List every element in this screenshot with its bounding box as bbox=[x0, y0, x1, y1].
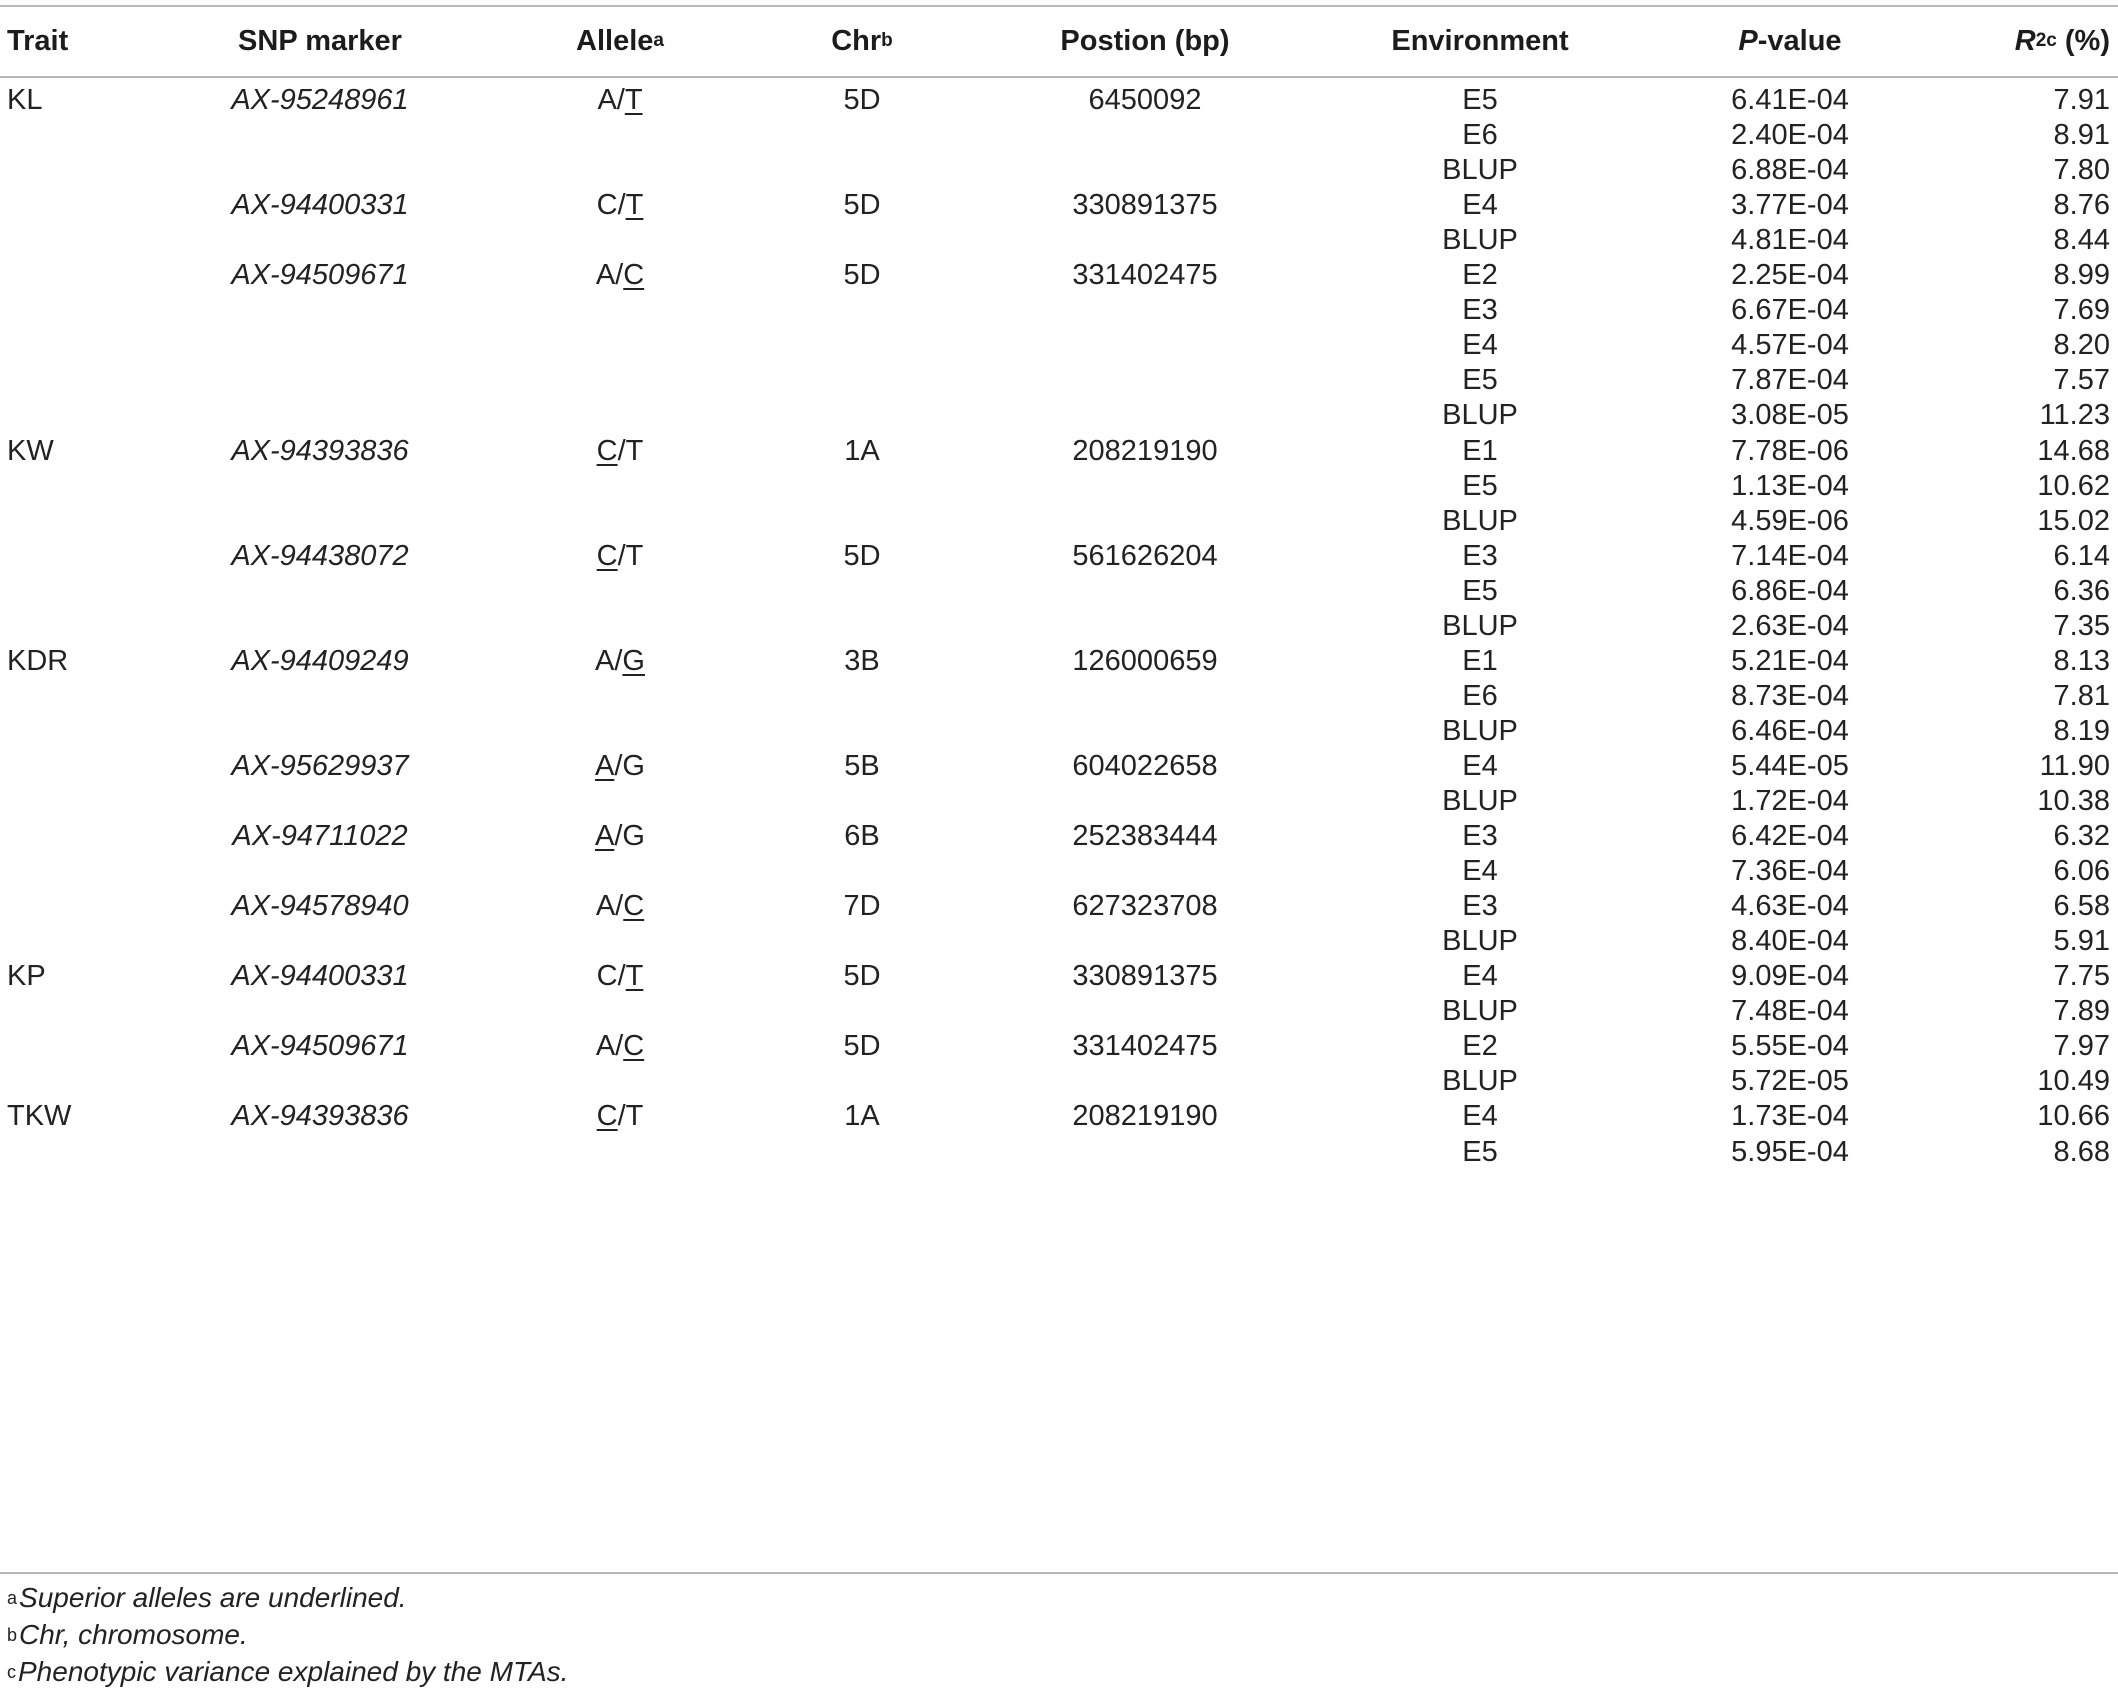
r2-cell: 8.20 bbox=[2053, 329, 2110, 362]
r2-cell: 7.57 bbox=[2053, 364, 2110, 397]
p-value-cell: 9.09E-04 bbox=[1731, 960, 1849, 993]
position-cell bbox=[1000, 398, 1290, 433]
chr-cell bbox=[762, 328, 962, 363]
allele-cell bbox=[520, 469, 720, 504]
position-cell bbox=[1000, 1064, 1290, 1099]
allele-cell bbox=[520, 784, 720, 819]
p-value-cell: 7.87E-04 bbox=[1731, 364, 1849, 397]
chr-cell bbox=[762, 1135, 962, 1170]
trait-cell: TKW bbox=[7, 1100, 72, 1133]
snp-marker-cell: AX-94509671 bbox=[231, 1030, 409, 1063]
chr-cell bbox=[762, 363, 962, 398]
footnote-b: b Chr, chromosome. bbox=[7, 1618, 248, 1650]
allele-cell: A / C bbox=[595, 259, 645, 292]
environment-cell: E4 bbox=[1462, 749, 1498, 782]
environment-cell: BLUP bbox=[1442, 154, 1518, 187]
position-cell bbox=[1000, 328, 1290, 363]
environment-cell: BLUP bbox=[1442, 224, 1518, 257]
chr-cell: 5D bbox=[843, 960, 881, 993]
r2-cell: 15.02 bbox=[2037, 504, 2110, 537]
environment-cell: BLUP bbox=[1442, 785, 1518, 818]
allele-cell bbox=[520, 714, 720, 749]
snp-marker-cell bbox=[190, 504, 450, 539]
p-value-cell: 5.44E-05 bbox=[1731, 749, 1849, 782]
snp-marker-cell bbox=[190, 223, 450, 258]
allele-cell bbox=[520, 679, 720, 714]
trait-cell bbox=[7, 188, 207, 223]
r2-cell: 7.81 bbox=[2053, 679, 2110, 712]
snp-marker-cell bbox=[190, 609, 450, 644]
r2-cell: 5.91 bbox=[2053, 925, 2110, 958]
trait-cell: KDR bbox=[7, 644, 69, 677]
trait-cell bbox=[7, 153, 207, 188]
table-row bbox=[0, 1064, 2118, 1099]
trait-cell bbox=[7, 889, 207, 924]
snp-marker-cell bbox=[190, 854, 450, 889]
r2-cell: 6.36 bbox=[2053, 574, 2110, 607]
allele-cell bbox=[520, 574, 720, 609]
r2-cell: 10.38 bbox=[2037, 785, 2110, 818]
position-cell bbox=[1000, 1135, 1290, 1170]
position-cell bbox=[1000, 784, 1290, 819]
chr-cell: 5D bbox=[843, 189, 881, 222]
environment-cell: E2 bbox=[1462, 259, 1498, 292]
p-value-cell: 6.67E-04 bbox=[1731, 294, 1849, 327]
position-cell bbox=[1000, 714, 1290, 749]
snp-marker-cell bbox=[190, 924, 450, 959]
p-value-cell: 6.86E-04 bbox=[1731, 574, 1849, 607]
allele-cell: A / G bbox=[595, 749, 645, 782]
chr-cell bbox=[762, 153, 962, 188]
position-cell: 627323708 bbox=[1072, 890, 1218, 923]
chr-cell bbox=[762, 504, 962, 539]
r2-cell: 8.19 bbox=[2053, 714, 2110, 747]
p-value-cell: 2.25E-04 bbox=[1731, 259, 1849, 292]
p-value-cell: 6.42E-04 bbox=[1731, 820, 1849, 853]
r2-cell: 7.69 bbox=[2053, 294, 2110, 327]
table-row bbox=[0, 188, 2118, 223]
trait-cell bbox=[7, 398, 207, 433]
p-value-cell: 8.73E-04 bbox=[1731, 679, 1849, 712]
snp-marker-cell: AX-94409249 bbox=[231, 644, 409, 677]
r2-cell: 6.32 bbox=[2053, 820, 2110, 853]
environment-cell: BLUP bbox=[1442, 925, 1518, 958]
chr-cell bbox=[762, 714, 962, 749]
allele-cell: A / G bbox=[595, 820, 645, 853]
r2-cell: 7.91 bbox=[2053, 84, 2110, 117]
table-row bbox=[0, 469, 2118, 504]
snp-marker-cell bbox=[190, 469, 450, 504]
chr-cell bbox=[762, 574, 962, 609]
table-row bbox=[0, 153, 2118, 188]
position-cell: 252383444 bbox=[1072, 820, 1218, 853]
environment-cell: E5 bbox=[1462, 1135, 1498, 1168]
allele-cell bbox=[520, 504, 720, 539]
p-value-cell: 1.73E-04 bbox=[1731, 1100, 1849, 1133]
snp-marker-cell bbox=[190, 994, 450, 1029]
environment-cell: E4 bbox=[1462, 189, 1498, 222]
chr-cell: 5D bbox=[843, 84, 881, 117]
chr-cell bbox=[762, 784, 962, 819]
position-cell bbox=[1000, 504, 1290, 539]
chr-cell: 1A bbox=[844, 1100, 880, 1133]
allele-cell bbox=[520, 293, 720, 328]
chr-cell bbox=[762, 469, 962, 504]
position-cell bbox=[1000, 924, 1290, 959]
table-row bbox=[0, 609, 2118, 644]
position-cell bbox=[1000, 223, 1290, 258]
allele-cell: C / T bbox=[596, 539, 644, 572]
snp-marker-cell bbox=[190, 714, 450, 749]
p-value-cell: 7.78E-06 bbox=[1731, 434, 1849, 467]
trait-cell bbox=[7, 504, 207, 539]
allele-cell: C / T bbox=[596, 960, 644, 993]
chr-cell: 1A bbox=[844, 434, 880, 467]
p-value-cell: 3.77E-04 bbox=[1731, 189, 1849, 222]
allele-cell bbox=[520, 398, 720, 433]
table-header-rule bbox=[0, 76, 2118, 78]
allele-cell: A / G bbox=[595, 644, 645, 677]
chr-cell bbox=[762, 924, 962, 959]
chr-cell: 6B bbox=[844, 820, 880, 853]
table-row bbox=[0, 679, 2118, 714]
trait-cell bbox=[7, 1029, 207, 1064]
position-cell bbox=[1000, 293, 1290, 328]
r2-cell: 7.75 bbox=[2053, 960, 2110, 993]
environment-cell: E5 bbox=[1462, 574, 1498, 607]
table-row bbox=[0, 434, 2118, 469]
chr-cell bbox=[762, 854, 962, 889]
trait-cell: KP bbox=[7, 960, 46, 993]
table-row bbox=[0, 83, 2118, 118]
p-value-cell: 4.63E-04 bbox=[1731, 890, 1849, 923]
chr-cell: 5D bbox=[843, 259, 881, 292]
allele-cell bbox=[520, 1064, 720, 1099]
r2-cell: 8.68 bbox=[2053, 1135, 2110, 1168]
allele-cell: C / T bbox=[596, 189, 644, 222]
position-cell bbox=[1000, 679, 1290, 714]
table-header-row bbox=[0, 16, 2118, 66]
header-position: Postion (bp) bbox=[1060, 24, 1230, 57]
r2-cell: 8.44 bbox=[2053, 224, 2110, 257]
trait-cell bbox=[7, 609, 207, 644]
trait-cell bbox=[7, 293, 207, 328]
table-row bbox=[0, 854, 2118, 889]
chr-cell: 5B bbox=[844, 749, 880, 782]
allele-cell bbox=[520, 363, 720, 398]
snp-marker-cell: AX-94393836 bbox=[231, 434, 409, 467]
r2-cell: 6.14 bbox=[2053, 539, 2110, 572]
snp-marker-cell: AX-94509671 bbox=[231, 259, 409, 292]
snp-marker-cell bbox=[190, 118, 450, 153]
p-value-cell: 2.40E-04 bbox=[1731, 119, 1849, 152]
header-p-value: P -value bbox=[1738, 24, 1842, 57]
p-value-cell: 7.14E-04 bbox=[1731, 539, 1849, 572]
snp-marker-cell: AX-94438072 bbox=[231, 539, 409, 572]
table-row bbox=[0, 959, 2118, 994]
environment-cell: BLUP bbox=[1442, 399, 1518, 432]
environment-cell: E4 bbox=[1462, 855, 1498, 888]
table-row bbox=[0, 398, 2118, 433]
allele-cell: A / T bbox=[597, 84, 643, 117]
p-value-cell: 4.59E-06 bbox=[1731, 504, 1849, 537]
allele-cell bbox=[520, 328, 720, 363]
table-top-rule bbox=[0, 5, 2118, 7]
position-cell: 604022658 bbox=[1072, 749, 1218, 782]
table-footnotes bbox=[7, 1579, 568, 1690]
allele-cell: A / C bbox=[595, 890, 645, 923]
chr-cell bbox=[762, 118, 962, 153]
r2-cell: 8.91 bbox=[2053, 119, 2110, 152]
r2-cell: 7.35 bbox=[2053, 609, 2110, 642]
r2-cell: 6.06 bbox=[2053, 855, 2110, 888]
r2-cell: 7.80 bbox=[2053, 154, 2110, 187]
table-row bbox=[0, 889, 2118, 924]
snp-marker-cell bbox=[190, 784, 450, 819]
snp-marker-cell: AX-94393836 bbox=[231, 1100, 409, 1133]
trait-cell bbox=[7, 679, 207, 714]
environment-cell: BLUP bbox=[1442, 995, 1518, 1028]
environment-cell: E1 bbox=[1462, 434, 1498, 467]
trait-cell bbox=[7, 258, 207, 293]
trait-cell bbox=[7, 1135, 207, 1170]
p-value-cell: 7.36E-04 bbox=[1731, 855, 1849, 888]
chr-cell bbox=[762, 293, 962, 328]
allele-cell bbox=[520, 118, 720, 153]
snp-marker-cell: AX-95248961 bbox=[231, 84, 409, 117]
environment-cell: E3 bbox=[1462, 890, 1498, 923]
r2-cell: 10.49 bbox=[2037, 1065, 2110, 1098]
allele-cell: C / T bbox=[596, 1100, 644, 1133]
table-row bbox=[0, 644, 2118, 679]
table-row bbox=[0, 504, 2118, 539]
position-cell: 208219190 bbox=[1072, 434, 1218, 467]
table-bottom-rule bbox=[0, 1572, 2118, 1574]
r2-cell: 11.23 bbox=[2039, 399, 2110, 432]
chr-cell bbox=[762, 223, 962, 258]
position-cell bbox=[1000, 118, 1290, 153]
trait-cell bbox=[7, 328, 207, 363]
position-cell bbox=[1000, 153, 1290, 188]
trait-cell: KW bbox=[7, 434, 54, 467]
chr-cell: 3B bbox=[844, 644, 880, 677]
p-value-cell: 2.63E-04 bbox=[1731, 609, 1849, 642]
p-value-cell: 5.21E-04 bbox=[1731, 644, 1849, 677]
table-row bbox=[0, 258, 2118, 293]
p-value-cell: 5.72E-05 bbox=[1731, 1065, 1849, 1098]
p-value-cell: 1.13E-04 bbox=[1731, 469, 1849, 502]
trait-cell bbox=[7, 363, 207, 398]
environment-cell: BLUP bbox=[1442, 714, 1518, 747]
snp-marker-cell bbox=[190, 574, 450, 609]
environment-cell: E3 bbox=[1462, 820, 1498, 853]
snp-marker-cell bbox=[190, 398, 450, 433]
trait-cell bbox=[7, 223, 207, 258]
chr-cell bbox=[762, 1064, 962, 1099]
trait-cell bbox=[7, 118, 207, 153]
position-cell: 330891375 bbox=[1072, 189, 1218, 222]
position-cell bbox=[1000, 469, 1290, 504]
position-cell bbox=[1000, 994, 1290, 1029]
trait-cell bbox=[7, 819, 207, 854]
trait-cell bbox=[7, 924, 207, 959]
position-cell bbox=[1000, 609, 1290, 644]
r2-cell: 14.68 bbox=[2037, 434, 2110, 467]
environment-cell: E1 bbox=[1462, 644, 1498, 677]
header-trait: Trait bbox=[7, 24, 69, 57]
snp-marker-cell bbox=[190, 1135, 450, 1170]
chr-cell: 5D bbox=[843, 539, 881, 572]
header-r2: R 2c (%) bbox=[2014, 24, 2110, 57]
p-value-cell: 3.08E-05 bbox=[1731, 399, 1849, 432]
chr-cell: 7D bbox=[843, 890, 881, 923]
position-cell: 331402475 bbox=[1072, 1030, 1218, 1063]
allele-cell bbox=[520, 153, 720, 188]
snp-marker-cell bbox=[190, 153, 450, 188]
r2-cell: 8.13 bbox=[2053, 644, 2110, 677]
allele-cell bbox=[520, 854, 720, 889]
position-cell: 126000659 bbox=[1072, 644, 1218, 677]
environment-cell: BLUP bbox=[1442, 504, 1518, 537]
chr-cell bbox=[762, 609, 962, 644]
table-row bbox=[0, 539, 2118, 574]
p-value-cell: 1.72E-04 bbox=[1731, 785, 1849, 818]
table-row bbox=[0, 293, 2118, 328]
p-value-cell: 8.40E-04 bbox=[1731, 925, 1849, 958]
p-value-cell: 6.46E-04 bbox=[1731, 714, 1849, 747]
table-row bbox=[0, 714, 2118, 749]
trait-cell bbox=[7, 539, 207, 574]
footnote-c: c Phenotypic variance explained by the MTAs. bbox=[7, 1655, 569, 1687]
trait-cell: KL bbox=[7, 84, 43, 117]
chr-cell bbox=[762, 994, 962, 1029]
allele-cell bbox=[520, 223, 720, 258]
allele-cell bbox=[520, 994, 720, 1029]
environment-cell: E4 bbox=[1462, 329, 1498, 362]
environment-cell: E6 bbox=[1462, 679, 1498, 712]
trait-cell bbox=[7, 574, 207, 609]
snp-marker-cell: AX-94711022 bbox=[232, 820, 408, 853]
header-chr: Chr b bbox=[831, 24, 893, 57]
trait-cell bbox=[7, 714, 207, 749]
header-snp-marker: SNP marker bbox=[238, 24, 402, 57]
environment-cell: E2 bbox=[1462, 1030, 1498, 1063]
p-value-cell: 7.48E-04 bbox=[1731, 995, 1849, 1028]
position-cell: 331402475 bbox=[1072, 259, 1218, 292]
environment-cell: BLUP bbox=[1442, 1065, 1518, 1098]
chr-cell: 5D bbox=[843, 1030, 881, 1063]
snp-marker-cell bbox=[190, 293, 450, 328]
table-row bbox=[0, 1099, 2118, 1134]
position-cell: 6450092 bbox=[1088, 84, 1202, 117]
table-row bbox=[0, 574, 2118, 609]
environment-cell: E4 bbox=[1462, 960, 1498, 993]
environment-cell: E3 bbox=[1462, 294, 1498, 327]
r2-cell: 6.58 bbox=[2053, 890, 2110, 923]
allele-cell: A / C bbox=[595, 1030, 645, 1063]
r2-cell: 7.89 bbox=[2053, 995, 2110, 1028]
environment-cell: E5 bbox=[1462, 84, 1498, 117]
table-row bbox=[0, 363, 2118, 398]
snp-marker-cell bbox=[190, 363, 450, 398]
r2-cell: 10.66 bbox=[2037, 1100, 2110, 1133]
table-row bbox=[0, 819, 2118, 854]
trait-cell bbox=[7, 854, 207, 889]
chr-cell bbox=[762, 398, 962, 433]
allele-cell: C / T bbox=[596, 434, 644, 467]
environment-cell: E3 bbox=[1462, 539, 1498, 572]
allele-cell bbox=[520, 1135, 720, 1170]
table-row bbox=[0, 994, 2118, 1029]
table-row bbox=[0, 924, 2118, 959]
trait-cell bbox=[7, 1064, 207, 1099]
position-cell: 561626204 bbox=[1072, 539, 1218, 572]
trait-cell bbox=[7, 749, 207, 784]
r2-cell: 11.90 bbox=[2039, 749, 2110, 782]
p-value-cell: 6.41E-04 bbox=[1731, 84, 1849, 117]
environment-cell: BLUP bbox=[1442, 609, 1518, 642]
table-row bbox=[0, 328, 2118, 363]
snp-marker-cell: AX-94400331 bbox=[231, 189, 409, 222]
trait-cell bbox=[7, 994, 207, 1029]
chr-cell bbox=[762, 679, 962, 714]
allele-cell bbox=[520, 924, 720, 959]
position-cell bbox=[1000, 574, 1290, 609]
snp-marker-cell: AX-94578940 bbox=[231, 890, 409, 923]
table-row bbox=[0, 749, 2118, 784]
position-cell bbox=[1000, 854, 1290, 889]
position-cell bbox=[1000, 363, 1290, 398]
allele-cell bbox=[520, 609, 720, 644]
p-value-cell: 4.81E-04 bbox=[1731, 224, 1849, 257]
environment-cell: E5 bbox=[1462, 364, 1498, 397]
p-value-cell: 6.88E-04 bbox=[1731, 154, 1849, 187]
p-value-cell: 4.57E-04 bbox=[1731, 329, 1849, 362]
table-row bbox=[0, 223, 2118, 258]
r2-cell: 8.76 bbox=[2053, 189, 2110, 222]
r2-cell: 10.62 bbox=[2037, 469, 2110, 502]
table-row bbox=[0, 1135, 2118, 1170]
table-row bbox=[0, 784, 2118, 819]
snp-marker-cell: AX-94400331 bbox=[231, 960, 409, 993]
r2-cell: 8.99 bbox=[2053, 259, 2110, 292]
table-row bbox=[0, 118, 2118, 153]
snp-marker-cell bbox=[190, 1064, 450, 1099]
position-cell: 208219190 bbox=[1072, 1100, 1218, 1133]
trait-cell bbox=[7, 784, 207, 819]
position-cell: 330891375 bbox=[1072, 960, 1218, 993]
environment-cell: E6 bbox=[1462, 119, 1498, 152]
p-value-cell: 5.55E-04 bbox=[1731, 1030, 1849, 1063]
header-environment: Environment bbox=[1391, 24, 1569, 57]
snp-marker-cell bbox=[190, 679, 450, 714]
trait-cell bbox=[7, 469, 207, 504]
snp-marker-cell bbox=[190, 328, 450, 363]
header-allele: Allele a bbox=[576, 24, 664, 57]
p-value-cell: 5.95E-04 bbox=[1731, 1135, 1849, 1168]
environment-cell: E5 bbox=[1462, 469, 1498, 502]
environment-cell: E4 bbox=[1462, 1100, 1498, 1133]
table-row bbox=[0, 1029, 2118, 1064]
footnote-a: a Superior alleles are underlined. bbox=[7, 1581, 407, 1613]
snp-marker-cell: AX-95629937 bbox=[231, 749, 409, 782]
r2-cell: 7.97 bbox=[2053, 1030, 2110, 1063]
